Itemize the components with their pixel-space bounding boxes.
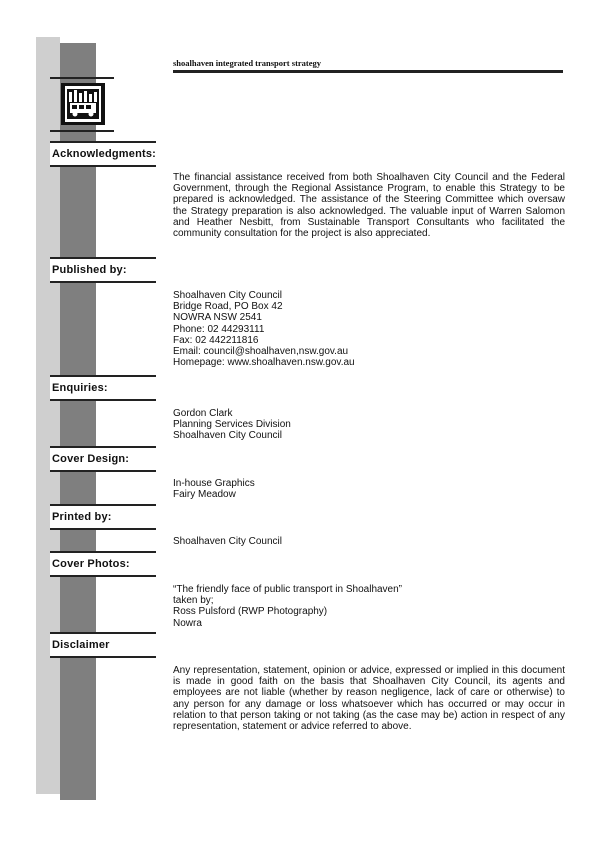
email-link[interactable]: Email: council@shoalhaven,nsw.gov.au [173, 346, 349, 358]
header-rule [173, 70, 563, 73]
text-line: Shoalhaven City Council [173, 430, 282, 442]
section-title: Acknowledgments: [50, 143, 156, 165]
text-line: Shoalhaven City Council [173, 290, 282, 301]
section-title: Cover Design: [50, 448, 156, 470]
text-line: Ross Pulsford (RWP Photography) [173, 606, 328, 618]
text-line: Bridge Road, PO Box 42 [173, 301, 283, 313]
text-line: Planning Services Division [173, 419, 291, 431]
section-rule [50, 575, 156, 577]
section-label-cover-design [50, 446, 156, 472]
published-by-text [173, 290, 565, 368]
section-title: Cover Photos: [50, 553, 156, 575]
section-label-cover-photos [50, 551, 156, 577]
text-line: “The friendly face of public transport in Shoalhaven” [173, 584, 403, 595]
text-line: Gordon Clark [173, 408, 233, 419]
text-line: Shoalhaven City Council [173, 536, 282, 547]
text-line: Nowra [173, 617, 202, 629]
section-title: Disclaimer [50, 634, 156, 656]
section-label-acknowledgments [50, 141, 156, 167]
section-rule [50, 470, 156, 472]
cover-design-text [173, 478, 565, 500]
text-line: Phone: 02 44293111 [173, 323, 265, 335]
section-label-enquiries [50, 375, 156, 401]
text-line: Fax: 02 442211816 [173, 334, 259, 346]
text-line: In-house Graphics [173, 478, 255, 489]
section-rule [50, 656, 156, 658]
section-rule [50, 399, 156, 401]
section-title: Enquiries: [50, 377, 156, 399]
section-rule [50, 281, 156, 283]
text-line: taken by; [173, 595, 214, 607]
logo-top-rule [50, 77, 114, 79]
text-line: Fairy Meadow [173, 489, 236, 501]
printed-by-text [173, 536, 565, 547]
document-header-title: shoalhaven integrated transport strategy [173, 58, 322, 68]
section-rule [50, 528, 156, 530]
logo-bottom-rule [50, 130, 114, 132]
section-label-published-by [50, 257, 156, 283]
enquiries-text [173, 408, 565, 442]
section-title: Printed by: [50, 506, 156, 528]
section-title: Published by: [50, 259, 156, 281]
acknowledgments-text: The financial assistance received from both Shoalhaven City Council and the Federal Government, through the Regional Assistance Program, to enable this Strategy to be prepared is acknowledged. The assistance of the Steering Committee which oversaw the Strategy preparation is also acknowledged. The valuable input of Warren Salomon and Heather Nesbitt, from Sustainable Transport Consultants who facilitated the community consultation for the project is also appreciated. [173, 172, 565, 240]
city-bus-icon [61, 83, 105, 125]
text-line: NOWRA NSW 2541 [173, 312, 262, 324]
cover-photos-text [173, 584, 565, 629]
section-label-disclaimer [50, 632, 156, 658]
disclaimer-text: Any representation, statement, opinion or advice, expressed or implied in this document is made in good faith on the basis that Shoalhaven City Council, its agents and employees are not liable (whether by reason negligence, lack of care or otherwise) to any person for any damage or loss whatsoever which has occurred or may occur in relation to that person taking or not taking (as the case may be) action in respect of any representation, statement or advice referred to above. [173, 665, 565, 733]
section-label-printed-by [50, 504, 156, 530]
homepage-link[interactable]: Homepage: www.shoalhaven.nsw.gov.au [173, 357, 355, 369]
section-rule [50, 165, 156, 167]
